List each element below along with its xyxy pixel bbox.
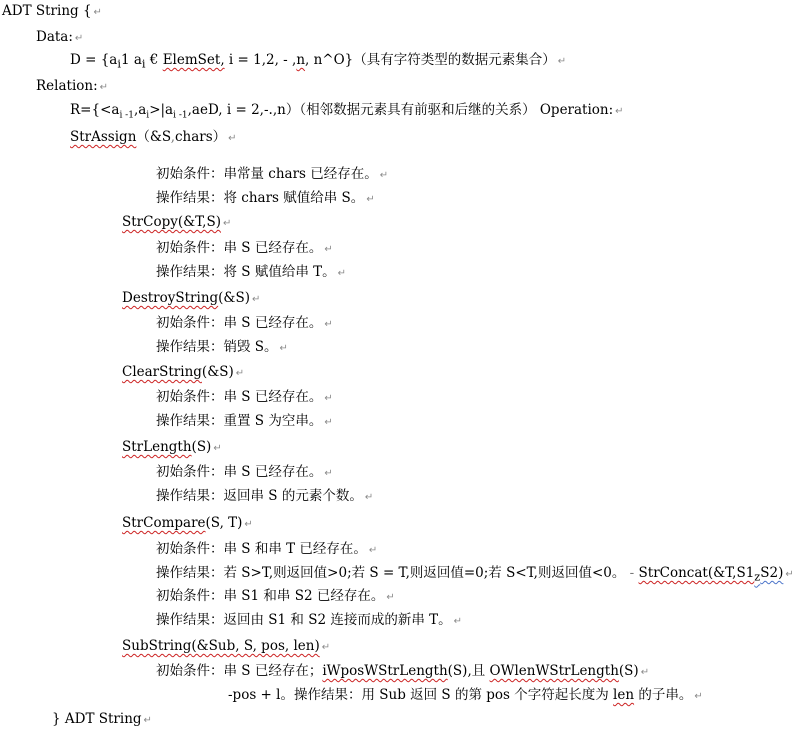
adt-footer: } ADT String ↵ [52, 711, 152, 727]
substring-result: -pos + l。操作结果：用 Sub 返回 S 的第 pos 个字符起长度为 len 的子串。 ↵ [228, 687, 703, 703]
paragraph-mark-icon: ↵ [366, 194, 375, 205]
substring-signature: SubString(&Sub, S, pos, len) ↵ [122, 638, 331, 654]
paragraph-mark-icon: ↵ [143, 715, 152, 726]
paragraph-mark-icon: ↵ [640, 667, 650, 678]
substring-init: 初始条件：串 S 已经存在；iWposWStrLength(S),且 OWlenWStrLength(S) ↵ [156, 663, 650, 679]
clearstring-signature: ClearString(&S) ↵ [122, 364, 245, 380]
paragraph-mark-icon: ↵ [453, 616, 463, 627]
strcompare-result: 操作结果：若 S>T,则返回值>0;若 S = T,则返回值=0;若 S<T,则返回值<0。 - $StrConcat(\&T,S1_zS2)$ ↵ [156, 565, 794, 584]
paragraph-mark-icon: ↵ [222, 218, 232, 229]
destroystring-result: 操作结果：销毁 S。 ↵ [156, 339, 288, 355]
destroystring-init: 初始条件：串 S 已经存在。 ↵ [156, 315, 333, 331]
strconcat-result: 操作结果：返回由 S1 和 S2 连接而成的新串 T。 ↵ [156, 612, 463, 628]
strlength-signature: StrLength(S) ↵ [122, 439, 222, 455]
paragraph-mark-icon: ↵ [324, 319, 333, 330]
strcopy-init: 初始条件：串 S 已经存在。 ↵ [156, 240, 333, 256]
paragraph-mark-icon: ↵ [244, 519, 253, 530]
paragraph-mark-icon: ↵ [235, 368, 245, 379]
strconcat-init: 初始条件：串 S1 和串 S2 已经存在。 ↵ [156, 588, 395, 604]
relation-definition: $R=\{<a_{i -1},a_i>|a_{i -1},aeD$, i = 2,-.,n）（相邻数据元素具有前驱和后继的关系） Operation: ↵ [70, 102, 624, 121]
strcompare-signature: StrCompare(S, T) ↵ [122, 515, 253, 531]
strconcat-name: StrConcat [638, 565, 708, 581]
paragraph-mark-icon: ↵ [324, 393, 333, 404]
paragraph-mark-icon: ↵ [74, 33, 84, 44]
paragraph-mark-icon: ↵ [93, 7, 102, 18]
paragraph-mark-icon: ↵ [99, 82, 109, 93]
strassign-result: 操作结果：将 chars 赋值给串 S。 ↵ [156, 190, 375, 206]
paragraph-mark-icon: ↵ [324, 244, 333, 255]
strlength-init: 初始条件：串 S 已经存在。 ↵ [156, 464, 333, 480]
strassign-init: 初始条件：串常量 chars 已经存在。 ↵ [156, 166, 389, 182]
paragraph-mark-icon: ↵ [228, 133, 237, 144]
paragraph-mark-icon: ↵ [364, 492, 374, 503]
paragraph-mark-icon: ↵ [785, 569, 794, 580]
paragraph-mark-icon: ↵ [557, 56, 567, 67]
strassign-signature: StrAssign（&S,chars） ↵ [70, 129, 237, 145]
paragraph-mark-icon: ↵ [615, 106, 624, 117]
strcompare-init: 初始条件：串 S 和串 T 已经存在。 ↵ [156, 541, 378, 557]
paragraph-mark-icon: ↵ [324, 468, 333, 479]
paragraph-mark-icon: ↵ [694, 691, 703, 702]
paragraph-mark-icon: ↵ [368, 545, 378, 556]
strcopy-signature: StrCopy(&T,S) ↵ [122, 214, 232, 230]
paragraph-mark-icon: ↵ [379, 170, 389, 181]
paragraph-mark-icon: ↵ [386, 592, 395, 603]
relation-label: Relation: ↵ [36, 78, 109, 94]
clearstring-result: 操作结果：重置 S 为空串。 ↵ [156, 413, 333, 429]
strlength-result: 操作结果：返回串 S 的元素个数。 ↵ [156, 488, 374, 504]
paragraph-mark-icon: ↵ [213, 443, 222, 454]
data-label: Data: ↵ [36, 29, 84, 45]
destroystring-signature: DestroyString(&S) ↵ [122, 290, 261, 306]
adt-header: ADT String { ↵ [2, 3, 102, 19]
paragraph-mark-icon: ↵ [337, 268, 347, 279]
paragraph-mark-icon: ↵ [321, 642, 331, 653]
paragraph-mark-icon: ↵ [279, 343, 288, 354]
paragraph-mark-icon: ↵ [251, 294, 261, 305]
strcopy-result: 操作结果：将 S 赋值给串 T。 ↵ [156, 264, 347, 280]
domain-definition: $D = \{a_i1$ $a_i$ € ElemSet, i = 1,2, - ,n, n^O}（具有字符类型的数据元素集合） ↵ [70, 52, 567, 71]
paragraph-mark-icon: ↵ [324, 417, 333, 428]
clearstring-init: 初始条件：串 S 已经存在。 ↵ [156, 389, 333, 405]
